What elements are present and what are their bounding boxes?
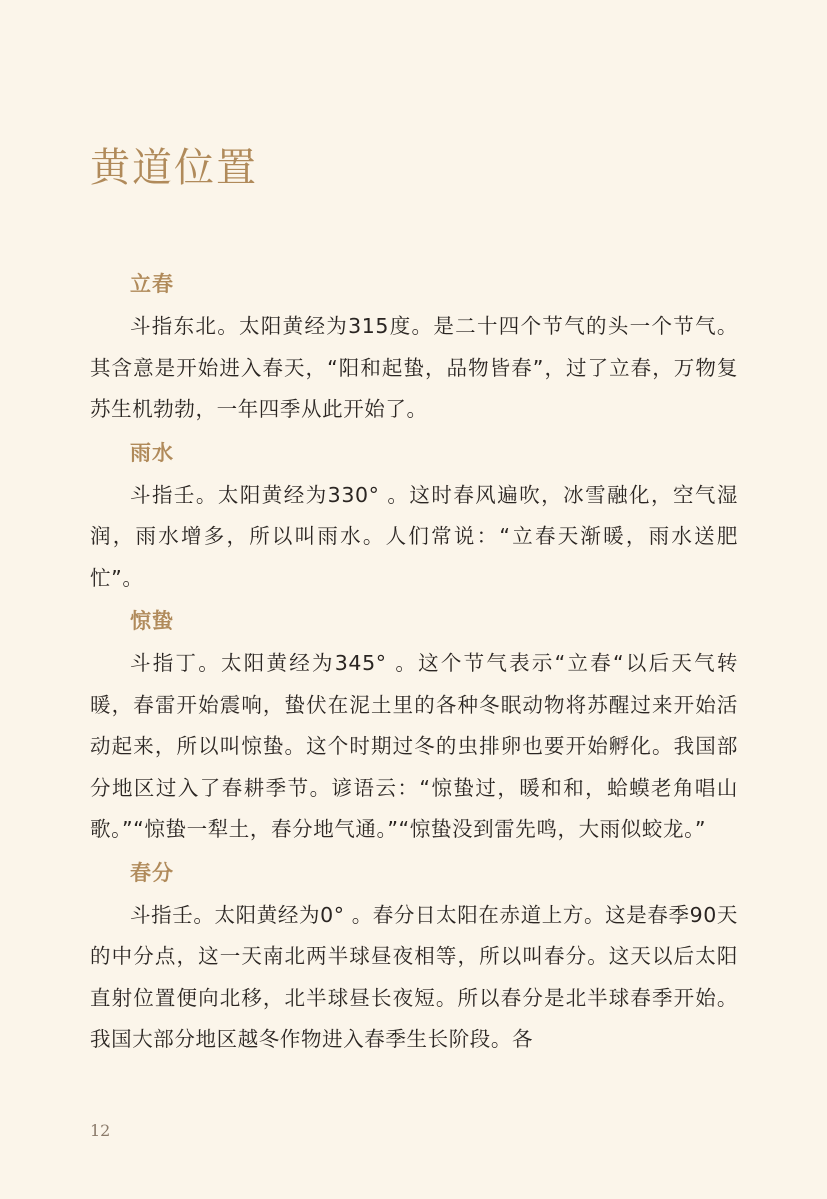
- page-number: 12: [90, 1121, 111, 1140]
- section-paragraph: 斗指丁。太阳黄经为345° 。这个节气表示“立春“以后天气转暖，春雷开始震响，蛰伏在泥土里的各种冬眠动物将苏醒过来开始活动起来，所以叫惊蛰。这个时期过冬的虫排卵也要开始孵化。我国部分地区过入了春耕季节。谚语云：“惊蛰过，暖和和，蛤蟆老角唱山歌。”“惊蛰一犁土，春分地气通。”“惊蛰没到雷先鸣，大雨似蛟龙。”: [90, 651, 738, 841]
- section-jingzhe: [90, 599, 738, 851]
- section-yushui: [90, 431, 738, 600]
- section-heading: 立春: [130, 272, 174, 296]
- page-body: [90, 262, 738, 1061]
- section-paragraph: 斗指东北。太阳黄经为315度。是二十四个节气的头一个节气。其含意是开始进入春天，“阳和起蛰，品物皆春”，过了立春，万物复苏生机勃勃，一年四季从此开始了。: [90, 314, 738, 421]
- chapter-title: 黄道位置: [90, 145, 258, 191]
- section-heading: 惊蛰: [130, 609, 174, 633]
- section-paragraph: 斗指壬。太阳黄经为0° 。春分日太阳在赤道上方。这是春季90天的中分点，这一天南北两半球昼夜相等，所以叫春分。这天以后太阳直射位置便向北移，北半球昼长夜短。所以春分是北半球春季开始。我国大部分地区越冬作物进入春季生长阶段。各: [90, 902, 738, 1051]
- section-heading: 春分: [130, 860, 174, 885]
- section-chunfen: [90, 851, 738, 1061]
- section-lichun: [90, 262, 738, 431]
- section-heading: 雨水: [130, 440, 174, 465]
- section-paragraph: 斗指壬。太阳黄经为330° 。这时春风遍吹，冰雪融化，空气湿润，雨水增多，所以叫雨水。人们常说：“立春天渐暖，雨水送肥忙”。: [90, 482, 738, 590]
